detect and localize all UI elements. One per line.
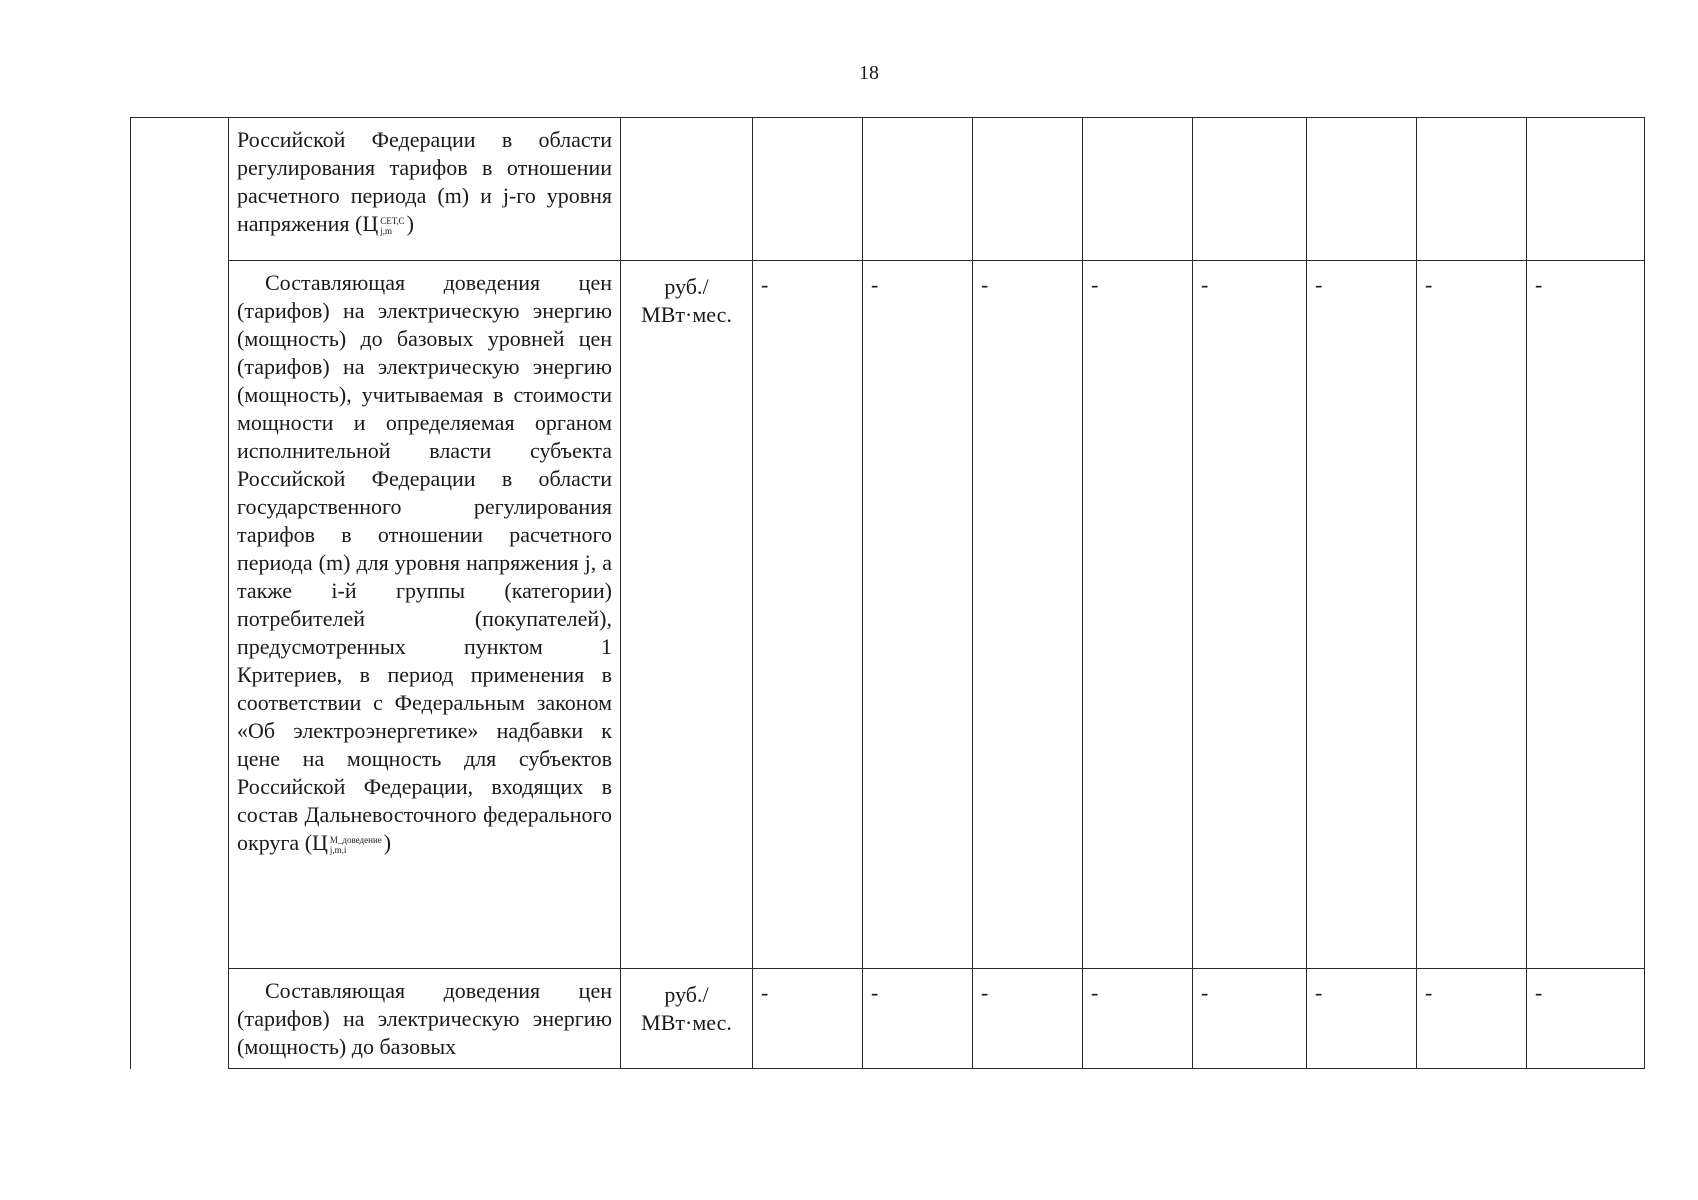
formula-superscript: М_доведение [329, 834, 382, 845]
formula-symbol: Ц [312, 830, 328, 855]
value-cell [1307, 118, 1417, 261]
value-cell [1193, 118, 1307, 261]
value-cell [1527, 118, 1645, 261]
table-row [131, 261, 1645, 969]
unit-cell [621, 118, 753, 261]
tariff-table [130, 117, 1645, 1069]
value-cell [753, 118, 863, 261]
description-text: Российской Федерации в области регулирования тарифов в отношении расчетного периода (m) и j-го уровня напряжения [237, 127, 612, 236]
description-text: Составляющая доведения цен (тарифов) на электрическую энергию (мощность) до базовых уровней цен (тарифов) на электрическую энергию (мощность), учитываемая в стоимости мощности и определяемая органом исполнительной власти субъекта Российской Федерации в области государственного регулирования тарифов в отношении расчетного периода (m) для уровня напряжения j, а также i-й группы (категории) потребителей (покупателей), предусмотренных пунктом 1 Критериев, в период применения в соответствии с Федеральным законом «Об электроэнергетике» надбавки к цене на мощность для субъектов Российской Федерации, входящих в состав Дальневосточного федерального округа [237, 270, 612, 855]
value-cell: - [753, 261, 863, 969]
value-cell [973, 118, 1083, 261]
value-cell: - [973, 261, 1083, 969]
value-cell [1417, 118, 1527, 261]
unit-cell: руб./ МВт·мес. [621, 969, 753, 1069]
table-row [131, 118, 1645, 261]
description-cell [229, 261, 621, 969]
value-cell: - [1193, 969, 1307, 1069]
row-number-cell [131, 118, 229, 1069]
value-cell: - [753, 969, 863, 1069]
formula-superscript: СЕТ,С [380, 215, 405, 226]
value-cell: - [1083, 261, 1193, 969]
description-text: Составляющая доведения цен (тарифов) на электрическую энергию (мощность) до базовых [237, 978, 612, 1059]
value-cell: - [973, 969, 1083, 1069]
value-cell [1083, 118, 1193, 261]
value-cell: - [1083, 969, 1193, 1069]
description-cell [229, 118, 621, 261]
value-cell: - [863, 261, 973, 969]
value-cell: - [1307, 261, 1417, 969]
table-row [131, 969, 1645, 1069]
formula-subscript: j,m,i [329, 844, 347, 855]
value-cell: - [1527, 261, 1645, 969]
value-cell: - [1193, 261, 1307, 969]
description-cell [229, 969, 621, 1069]
value-cell [863, 118, 973, 261]
value-cell: - [863, 969, 973, 1069]
formula: (Ц М_доведение j,m,i ) [304, 830, 392, 855]
unit-cell: руб./ МВт·мес. [621, 261, 753, 969]
value-cell: - [1417, 261, 1527, 969]
value-cell: - [1417, 969, 1527, 1069]
formula-subscript: j,m [380, 225, 392, 236]
value-cell: - [1307, 969, 1417, 1069]
value-cell: - [1527, 969, 1645, 1069]
formula-symbol: Ц [362, 211, 379, 236]
page-number: 18 [859, 62, 879, 84]
formula: (Ц СЕТ,С j,m ) [354, 211, 414, 236]
